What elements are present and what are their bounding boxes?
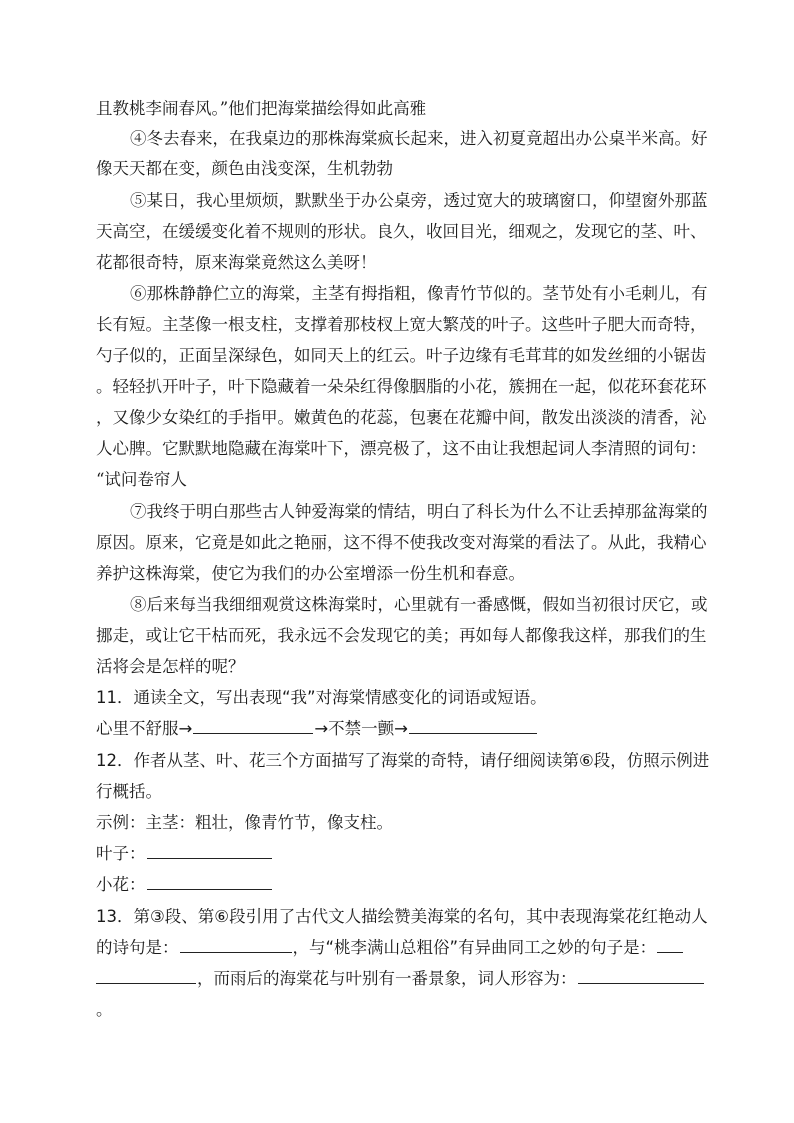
question-13: 13．第③段、第⑥段引用了古代文人描绘赞美海棠的名句，其中表现海棠花红艳动人 — [96, 907, 708, 926]
answer-blank[interactable] — [147, 871, 272, 890]
question-12: 12．作者从茎、叶、花三个方面描写了海棠的奇特，请仔细阅读第⑥段，仿照示例进 — [96, 751, 710, 770]
answer-blank[interactable] — [409, 715, 537, 734]
flower-answer-row — [96, 870, 273, 900]
passage-line: 勺子似的，正面呈深绿色，如同天上的红云。叶子边缘有毛茸茸的如发丝细的小锯齿 — [96, 346, 707, 365]
answer-middle: →不禁一颤→ — [314, 719, 408, 738]
answer-blank[interactable] — [96, 965, 196, 984]
answer-blank[interactable] — [147, 840, 272, 859]
question-13-row-3 — [96, 964, 705, 994]
answer-blank[interactable] — [578, 965, 704, 984]
paragraph-8: ⑧后来每当我细细观赏这株海棠时，心里就有一番感慨，假如当初很讨厌它，或 — [130, 595, 708, 614]
example-line: 示例：主茎：粗壮，像青竹节，像支柱。 — [96, 813, 393, 832]
answer-blank[interactable] — [193, 715, 313, 734]
answer-blank[interactable] — [657, 934, 683, 953]
passage-line: ，又像少女染红的手指甲。嫩黄色的花蕊，包裹在花瓣中间，散发出淡淡的清香，沁 — [96, 408, 707, 427]
passage-line: 。轻轻扒开叶子，叶下隐藏着一朵朵红得像胭脂的小花，簇拥在一起，似花环套花环 — [96, 377, 707, 396]
passage-line: 挪走，或让它干枯而死，我永远不会发现它的美；再如每人都像我这样，那我们的生 — [96, 626, 707, 645]
answer-blank[interactable] — [180, 934, 292, 953]
passage-line: 天高空，在缓缓变化着不规则的形状。良久，收回目光，细观之，发现它的茎、叶、 — [96, 222, 707, 241]
passage-line: 花都很奇特，原来海棠竟然这么美呀！ — [96, 253, 377, 272]
passage-line: 原因。原来，它竟是如此之艳丽，这不得不使我改变对海棠的看法了。从此，我精心 — [96, 533, 707, 552]
question-13-row-2 — [96, 933, 684, 963]
question-13-text: ，而雨后的海棠花与叶别有一番景象，词人形容为： — [197, 969, 577, 988]
question-11-answer-row — [96, 714, 538, 744]
paragraph-5: ⑤某日，我心里烦烦，默默坐于办公桌旁，透过宽大的玻璃窗口，仰望窗外那蓝 — [130, 191, 708, 210]
passage-line: 养护这株海棠，使它为我们的办公室增添一份生机和春意。 — [96, 564, 525, 583]
question-13-end: 。 — [96, 1000, 113, 1019]
passage-line: 像天天都在变，颜色由浅变深，生机勃勃 — [96, 159, 393, 178]
paragraph-6: ⑥那株静静伫立的海棠，主茎有拇指粗，像青竹节似的。茎节处有小毛刺儿，有 — [130, 284, 708, 303]
passage-line: 且教桃李闹春风。”他们把海棠描绘得如此高雅 — [96, 99, 427, 118]
question-13-text: ，与“桃李满山总粗俗”有异曲同工之妙的句子是： — [292, 938, 657, 957]
passage-line: 长有短。主茎像一根支柱，支撑着那枝杈上宽大繁茂的叶子。这些叶子肥大而奇特， — [96, 315, 707, 334]
answer-prefix: 心里不舒服→ — [96, 719, 193, 738]
flower-label: 小花： — [96, 875, 146, 894]
paragraph-4: ④冬去春来，在我桌边的那株海棠疯长起来，进入初夏竟超出办公桌半米高。好 — [130, 129, 708, 148]
passage-line: 人心脾。它默默地隐藏在海棠叶下，漂亮极了，这不由让我想起词人李清照的词句： — [96, 439, 707, 458]
question-12-cont: 行概括。 — [96, 782, 162, 801]
paragraph-7: ⑦我终于明白那些古人钟爱海棠的情结，明白了科长为什么不让丢掉那盆海棠的 — [130, 502, 708, 521]
question-13-text: 的诗句是： — [96, 938, 179, 957]
question-11: 11．通读全文，写出表现“我”对海棠情感变化的词语或短语。 — [96, 688, 547, 707]
leaf-answer-row — [96, 839, 273, 869]
leaf-label: 叶子： — [96, 844, 146, 863]
passage-line: 活将会是怎样的呢？ — [96, 657, 245, 676]
passage-line: “试问卷帘人 — [96, 470, 187, 489]
